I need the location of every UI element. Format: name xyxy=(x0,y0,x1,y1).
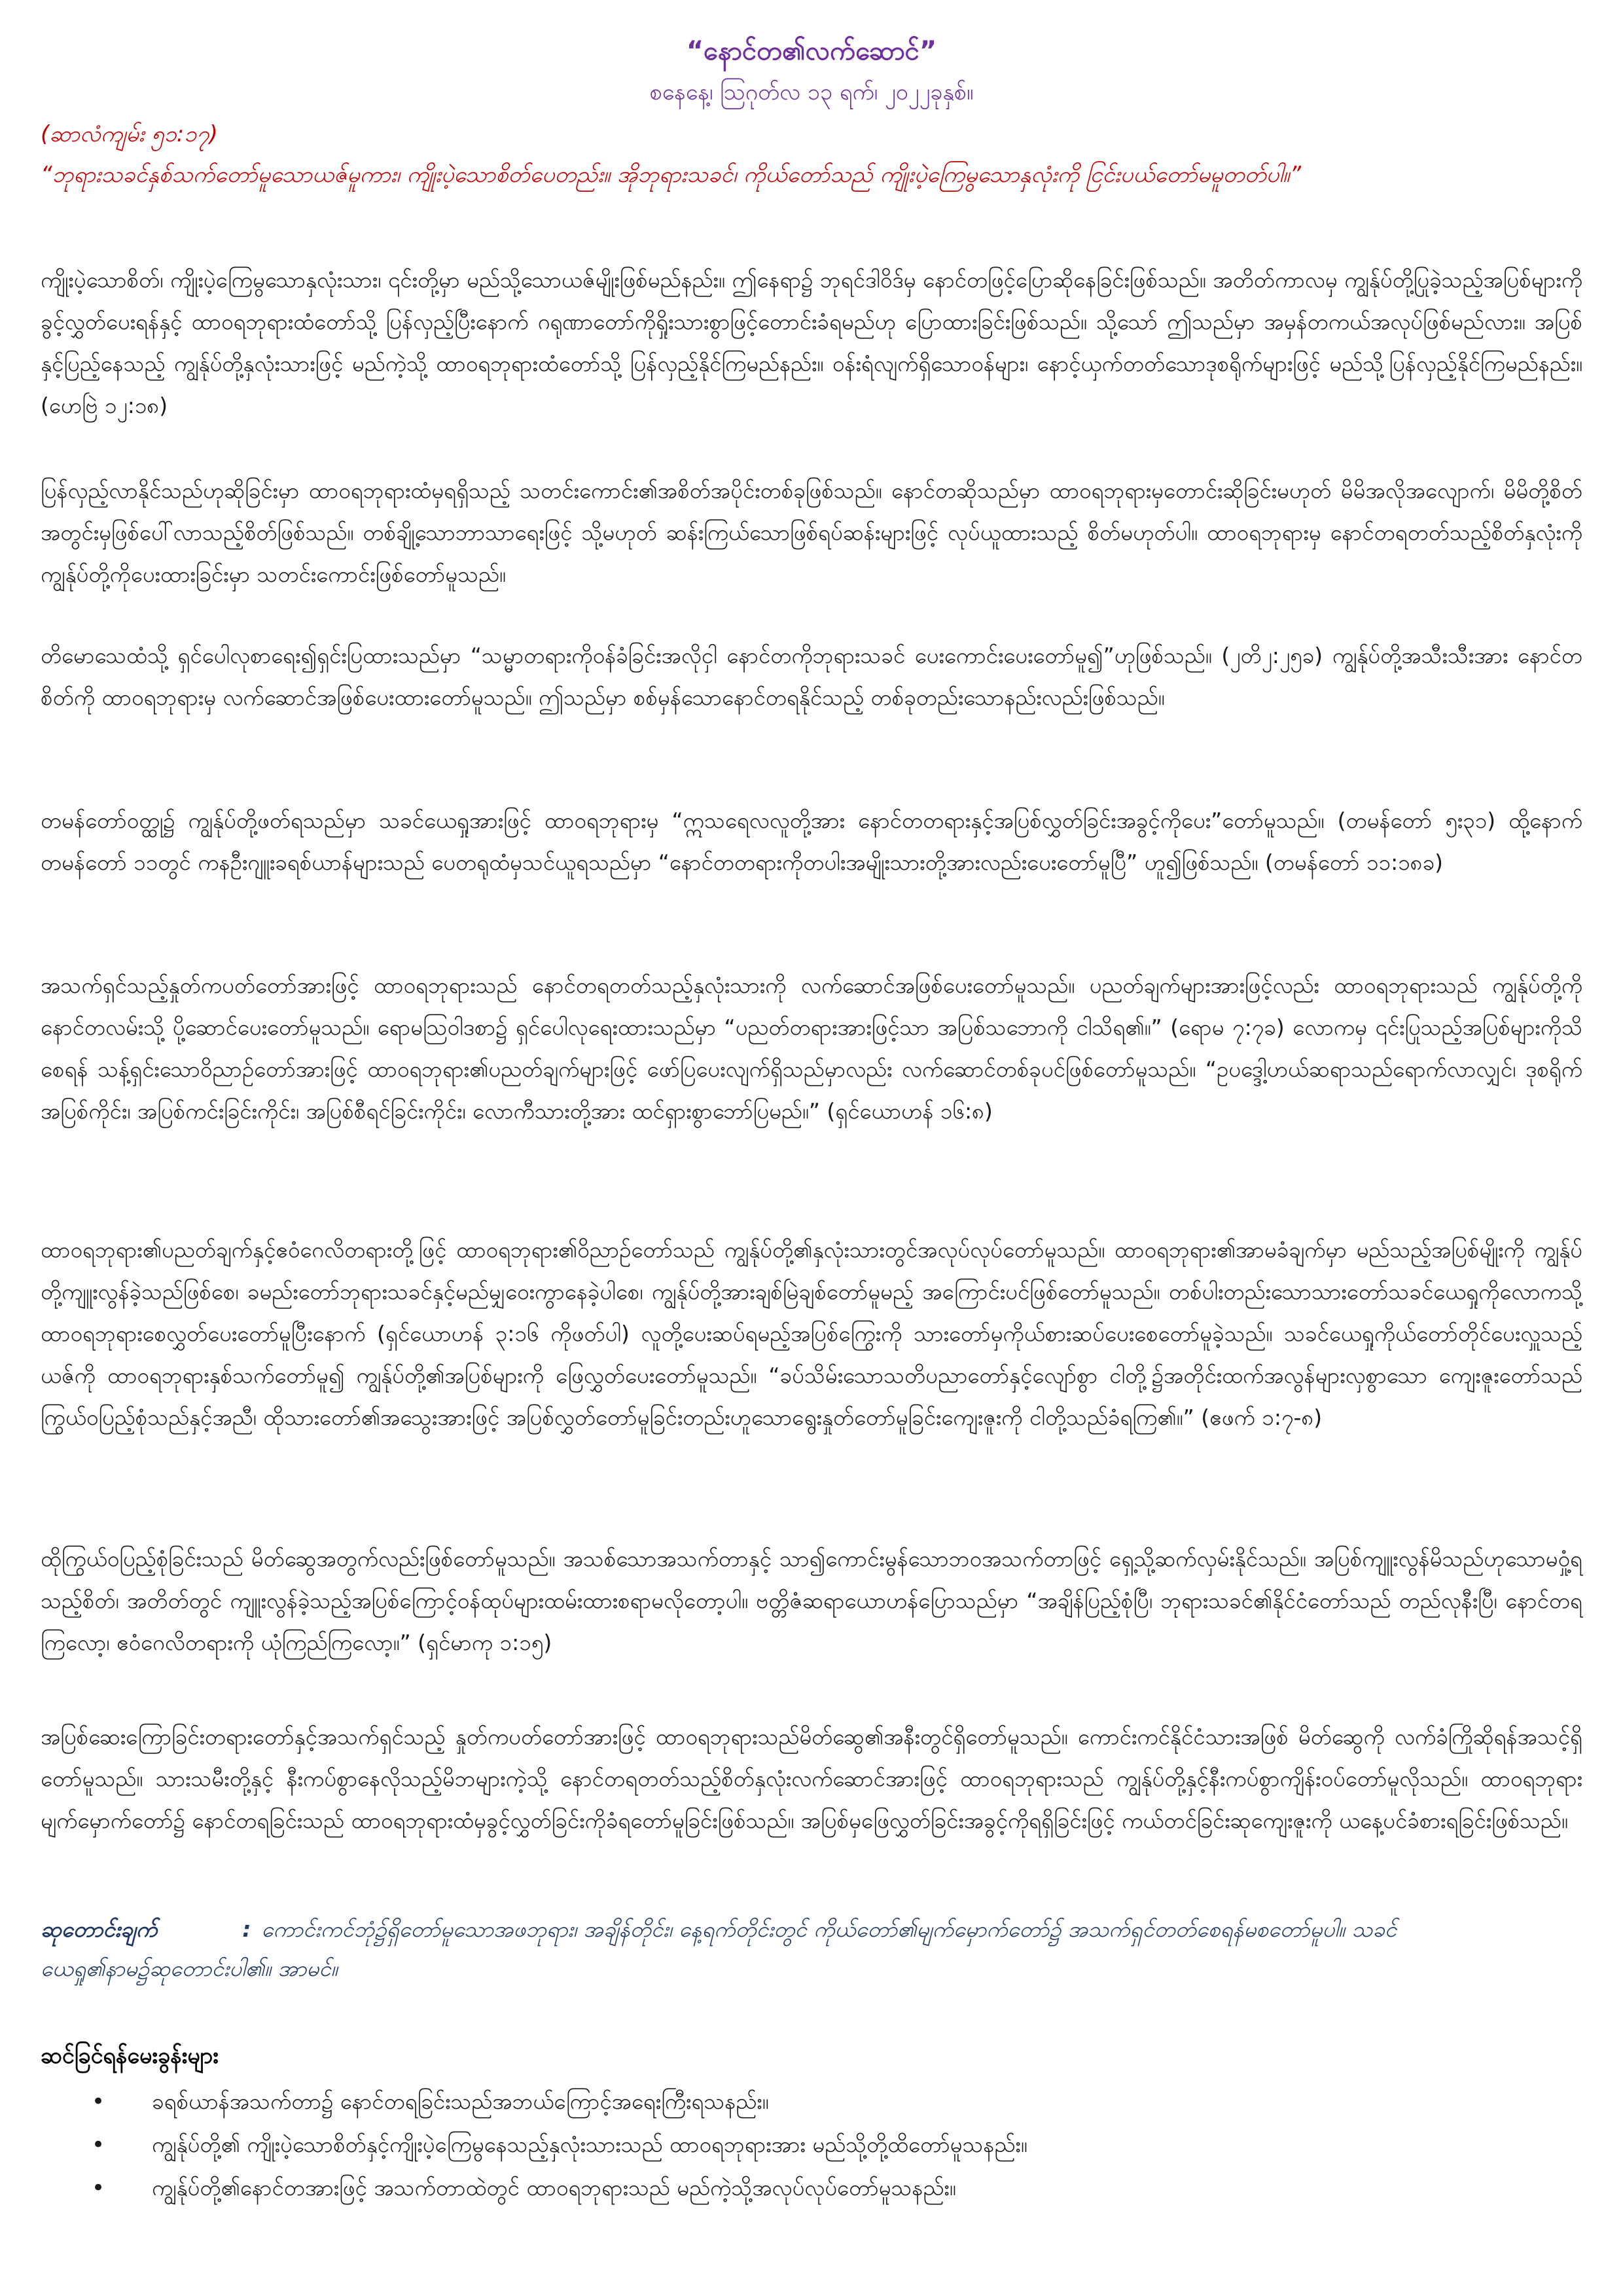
scripture-reference: (ဆာလံကျမ်း ၅၁:၁၇) xyxy=(41,121,218,147)
body-paragraph-1: ကျိုးပဲ့သောစိတ်၊ ကျိုးပဲ့ကြေမွသောနှလုံးသား၊ ၎င်းတို့မှာ မည်သို့သောယဇ်မျိုးဖြစ်မည်နည်း။ ဤနေရာ၌ ဘုရင်ဒါဝိဒ်မှ နောင်တဖြင့်ပြောဆိုနေခြင်းဖြစ်သည်။ အတိတ်ကာလမှ ကျွန်ုပ်တို့ပြုခဲ့သည့်အပြစ်များကို ခွင့်လွှတ်ပေးရန်နှင့် ထာဝရဘုရားထံတော်သို့ ပြန်လှည့်ပြီးနောက် ဂရုဏာတော်ကိုရှိုးသားစွာဖြင့်တောင်းခံရမည်ဟု ပြောထားခြင်းဖြစ်သည်။ သို့သော် ဤသည်မှာ အမှန်တကယ်အလုပ်ဖြစ်မည်လား။ အပြစ်နှင့်ပြည့်နေသည့် ကျွန်ုပ်တို့နှလုံးသားဖြင့် မည်ကဲ့သို့ ထာဝရဘုရားထံတော်သို့ ပြန်လှည့်နိုင်ကြမည်နည်း။ ဝန်းရံလျက်ရှိသောဝန်များ၊ နောင့်ယှက်တတ်သောဒုစရိုက်များဖြင့် မည်သို့ပြန်လှည့်နိုင်ကြမည်နည်း။ (ဟေဗြဲ ၁၂:၁၈) xyxy=(41,267,1582,418)
body-paragraph-3: တိမောသေထံသို့ ရှင်ပေါလုစာရေး၍ရှင်းပြထားသည်မှာ “သမ္မာတရားကိုဝန်ခံခြင်းအလိုငှါ နောင်တကိုဘုရားသခင် ပေးကောင်းပေးတော်မူ၍”ဟုဖြစ်သည်။ (၂တိ၂:၂၅ခ) ကျွန်ုပ်တို့အသီးသီးအား နောင်တစိတ်ကို ထာဝရဘုရားမှ လက်ဆောင်အဖြစ်ပေးထားတော်မူသည်။ ဤသည်မှာ စစ်မှန်သောနောင်တရနိုင်သည့် တစ်ခုတည်းသောနည်းလည်းဖြစ်သည်။ xyxy=(41,643,1582,710)
question-text: ကျွန်ုပ်တို့၏ ကျိုးပဲ့သောစိတ်နှင့်ကျိုးပဲ့ကြေမွနေသည့်နှလုံးသားသည် ထာဝရဘုရားအား မည်သို့တို့ထိတော်မူသနည်း။ xyxy=(152,2132,1027,2157)
body-paragraph-4: တမန်တော်ဝတ္ထု၌ ကျွန်ုပ်တို့ဖတ်ရသည်မှာ သခင်ယေရှုအားဖြင့် ထာဝရဘုရားမှ “ဣသရေလလူတို့အား နောင်တတရားနှင့်အပြစ်လွှတ်ခြင်းအခွင့်ကိုပေး”တော်မူသည်။ (တမန်တော် ၅း၃၁) ထို့နောက် တမန်တော် ၁၁တွင် ကနဦးဂျူးခရစ်ယာန်များသည် ပေတရုထံမှသင်ယူရသည်မှာ “နောင်တတရားကိုတပါးအမျိုးသားတို့အားလည်းပေးတော်မူပြီ” ဟူ၍ဖြစ်သည်။ (တမန်တော် ၁၁:၁၈ခ) xyxy=(41,808,1582,875)
body-paragraph-5: အသက်ရှင်သည့်နှုတ်ကပတ်တော်အားဖြင့် ထာဝရဘုရားသည် နောင်တရတတ်သည့်နှလုံးသားကို လက်ဆောင်အဖြစ်ပေးတော်မူသည်။ ပညတ်ချက်များအားဖြင့်လည်း ထာဝရဘုရားသည် ကျွန်ုပ်တို့ကိုနောင်တလမ်းသို့ ပို့ဆောင်ပေးတော်မူသည်။ ရောမဩဝါဒစာ၌ ရှင်ပေါလုရေးထားသည်မှာ “ပညတ်တရားအားဖြင့်သာ အပြစ်သဘောကို ငါသိရ၏။” (ရောမ ၇:၇ခ) လောကမှ ၎င်းပြုသည့်အပြစ်များကိုသိစေရန် သန့်ရှင်းသောဝိညာဉ်တော်အားဖြင့် ထာဝရဘုရား၏ပညတ်ချက်များဖြင့် ဖော်ပြပေးလျက်ရှိသည်မှာလည်း လက်ဆောင်တစ်ခုပင်ဖြစ်တော်မူသည်။ “ဥပဒ္ဒေါ့ဟယ်ဆရာသည်ရောက်လာလျှင်၊ ဒုစရိုက်အပြစ်ကိုင်း၊ အပြစ်ကင်းခြင်းကိုင်း၊ အပြစ်စီရင်ခြင်းကိုင်း၊ လောကီသားတို့အား ထင်ရှားစွာဘော်ပြမည်။” (ရှင်ယောဟန် ၁၆:၈) xyxy=(41,973,1583,1124)
list-item xyxy=(92,2123,1582,2166)
bullet-icon: • xyxy=(92,2175,105,2201)
scripture-quote: “ဘုရားသခင်နှစ်သက်တော်မူသောယဇ်မူကား၊ ကျိုးပဲ့သောစိတ်ပေတည်း။ အိုဘုရားသခင်၊ ကိုယ်တော်သည် ကျိုးပဲ့ကြေမွသောနှလုံးကို ငြင်းပယ်တော်မမူတတ်ပါ။” xyxy=(41,162,1302,188)
body-paragraph-2: ပြန်လှည့်လာနိုင်သည်ဟုဆိုခြင်းမှာ ထာဝရဘုရားထံမှရရှိသည့် သတင်းကောင်း၏အစိတ်အပိုင်းတစ်ခုဖြစ်သည်။ နောင်တဆိုသည်မှာ ထာဝရဘုရားမှတောင်းဆိုခြင်းမဟုတ် မိမိအလိုအလျောက်၊ မိမိတို့စိတ်အတွင်းမှဖြစ်ပေါ်လာသည့်စိတ်ဖြစ်သည်။ တစ်ချို့သောဘာသာရေးဖြင့် သို့မဟုတ် ဆန်းကြယ်သောဖြစ်ရပ်ဆန်းများဖြင့် လုပ်ယူထားသည့် စိတ်မဟုတ်ပါ။ ထာဝရဘုရားမှ နောင်တရတတ်သည့်စိတ်နှလုံးကို ကျွန်ုပ်တို့ကိုပေးထားခြင်းမှာ သတင်းကောင်းဖြစ်တော်မူသည်။ xyxy=(41,478,1582,587)
question-text: ခရစ်ယာန်အသက်တာ၌ နောင်တရခြင်းသည်အဘယ်ကြောင့်အရေးကြီးရသနည်း။ xyxy=(152,2089,769,2114)
prayer-text: ကောင်းကင်ဘုံ၌ရှိတော်မူသောအဖဘုရား၊ အချိန်တိုင်း၊ နေ့ရက်တိုင်းတွင် ကိုယ်တော်၏မျက်မှောက်တော်၌ အသက်ရှင်တတ်စေရန်မစတော်မူပါ။ သခင်ယေရှု၏နာမ၌ဆုတောင်းပါ၏။ အာမင်။ xyxy=(41,1916,1397,1981)
list-item xyxy=(92,2166,1582,2210)
body-paragraph-8: အပြစ်ဆေးကြောခြင်းတရားတော်နှင့်အသက်ရှင်သည့် နှုတ်ကပတ်တော်အားဖြင့် ထာဝရဘုရားသည်မိတ်ဆွေ၏အနီးတွင်ရှိတော်မူသည်။ ကောင်းကင်နိုင်ငံသားအဖြစ် မိတ်ဆွေကို လက်ခံကြိုဆိုရန်အသင့်ရှိတော်မူသည်။ သားသမီးတို့နှင့် နီးကပ်စွာနေလိုသည့်မိဘများကဲ့သို့ နောင်တရတတ်သည့်စိတ်နှလုံးလက်ဆောင်အားဖြင့် ထာဝရဘုရားသည် ကျွန်ုပ်တို့နှင့်နီးကပ်စွာကျိန်းဝပ်တော်မူလိုသည်။ ထာဝရဘုရားမျက်မှောက်တော်၌ နောင်တရခြင်းသည် ထာဝရဘုရားထံမှခွင့်လွှတ်ခြင်းကိုခံရတော်မူခြင်းဖြစ်သည်။ အပြစ်မှဖြေလွှတ်ခြင်းအခွင့်ကိုရရှိခြင်းဖြင့် ကယ်တင်ခြင်းဆုကျေးဇူးကို ယနေ့ပင်ခံစားရခြင်းဖြစ်သည်။ xyxy=(41,1724,1582,1833)
list-item xyxy=(92,2080,1582,2123)
date-line: စနေနေ့၊ ဩဂုတ်လ ၁၃ ရက်၊ ၂၀၂၂ခုနှစ်။ xyxy=(649,79,974,105)
bullet-icon: • xyxy=(92,2089,105,2115)
body-paragraph-6: ထာဝရဘုရား၏ပညတ်ချက်နှင့်ဧဝံဂေလိတရားတို့ဖြင့် ထာဝရဘုရား၏ဝိညာဉ်တော်သည် ကျွန်ုပ်တို့၏နှလုံးသားတွင်အလုပ်လုပ်တော်မူသည်။ ထာဝရဘုရား၏အာမခံချက်မှာ မည်သည့်အပြစ်မျိုးကို ကျွန်ုပ်တို့ကျူးလွန်ခဲ့သည်ဖြစ်စေ၊ ခမည်းတော်ဘုရားသခင်နှင့်မည်မျှဝေးကွာနေခဲ့ပါစေ၊ ကျွန်ုပ်တို့အားချစ်မြဲချစ်တော်မူမည့် အကြောင်းပင်ဖြစ်တော်မူသည်။ တစ်ပါးတည်းသောသားတော်သခင်ယေရှုကိုလောကသို့ ထာဝရဘုရားစေလွှတ်ပေးတော်မူပြီးနောက် (ရှင်ယောဟန် ၃:၁၆ ကိုဖတ်ပါ) လူတို့ပေးဆပ်ရမည့်အပြစ်ကြွေးကို သားတော်မှကိုယ်စားဆပ်ပေးစေတော်မူခဲ့သည်။ သခင်ယေရှုကိုယ်တော်တိုင်ပေးလှူသည့်ယဇ်ကို ထာဝရဘုရားနှစ်သက်တော်မူ၍ ကျွန်ုပ်တို့၏အပြစ်များကို ဖြေလွှတ်ပေးတော်မူသည်။ “ခပ်သိမ်းသောသတိပညာတော်နှင့်လျော်စွာ ငါတို့၌အတိုင်းထက်အလွန်များလှစွာသော ကျေးဇူးတော်သည်ကြွယ်ဝပြည့်စုံသည်နှင့်အညီ၊ ထိုသားတော်၏အသွေးအားဖြင့် အပြစ်လွှတ်တော်မူခြင်းတည်းဟူသောရွေးနှုတ်တော်မူခြင်းကျေးဇူးကို ငါတို့သည်ခံရကြ၏။” (ဧဖက် ၁:၇-၈) xyxy=(41,1237,1582,1430)
prayer-separator: : xyxy=(242,1916,251,1942)
bullet-icon: • xyxy=(92,2132,105,2158)
page-title: “နောင်တ၏လက်ဆောင်” xyxy=(686,36,937,66)
prayer-section xyxy=(41,1910,1582,1988)
questions-list xyxy=(92,2080,1582,2210)
body-paragraph-7: ထိုကြွယ်ဝပြည့်စုံခြင်းသည် မိတ်ဆွေအတွက်လည်းဖြစ်တော်မူသည်။ အသစ်သောအသက်တာနှင့် သာ၍ကောင်းမွန်သောဘဝအသက်တာဖြင့် ရှေ့သို့ဆက်လှမ်းနိုင်သည်။ အပြစ်ကျူးလွန်မိသည်ဟုသောမဝှုံ့ရသည့်စိတ်၊ အတိတ်တွင် ကျူးလွန်ခဲ့သည့်အပြစ်ကြောင့်ဝန်ထုပ်များထမ်းထားစရာမလိုတော့ပါ။ ဗတ္တိဇံဆရာယောဟန်ပြောသည်မှာ “အချိန်ပြည့်စုံပြီ၊ ဘုရားသခင်၏နိုင်ငံတော်သည် တည်လုနီးပြီ၊ နောင်တရကြလော့၊ ဧဝံဂေလိတရားကို ယုံကြည်ကြလော့။” (ရှင်မာကု ၁:၁၅) xyxy=(41,1546,1582,1655)
question-text: ကျွန်ုပ်တို့၏နောင်တအားဖြင့် အသက်တာထဲတွင် ထာဝရဘုရားသည် မည်ကဲ့သို့အလုပ်လုပ်တော်မူသနည်း။ xyxy=(152,2175,956,2200)
prayer-label: ဆုတောင်းချက် xyxy=(41,1916,158,1942)
questions-heading: ဆင်ခြင်ရန်မေးခွန်းများ xyxy=(41,2043,219,2069)
